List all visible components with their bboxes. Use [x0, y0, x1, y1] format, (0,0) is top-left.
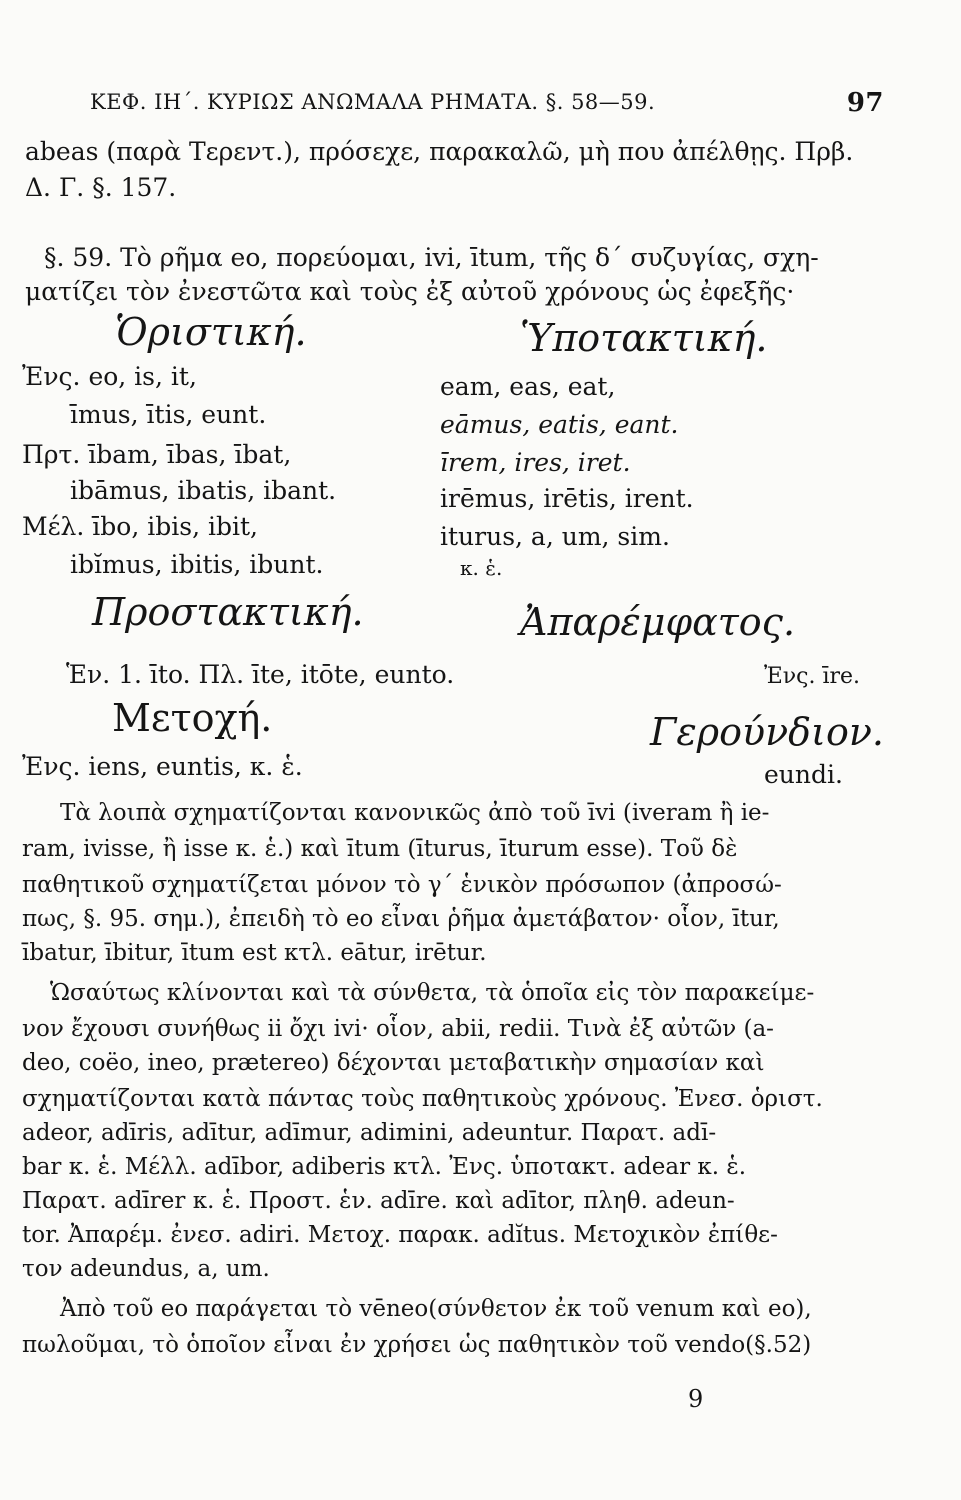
body-line: νον ἔχουσι συνήθως ii ὄχι ivi· οἷον, abii, redii. Τινὰ ἐξ αὐτῶν (a-: [22, 1016, 774, 1042]
tense-label: Μέλ.: [22, 512, 85, 541]
tense-label: Πρτ.: [22, 440, 81, 469]
indicative-row: ibĭmus, ibitis, ibunt.: [70, 550, 324, 579]
body-line: τον adeundus, a, um.: [22, 1256, 270, 1282]
indicative-row: Μέλ. ībo, ibis, ibit,: [22, 512, 258, 541]
participle-heading: Μετοχή.: [112, 696, 273, 740]
subjunctive-row: eāmus, eatis, eant.: [440, 410, 679, 439]
body-line: ram, ivisse, ἢ isse κ. ἑ.) καὶ ītum (īturus, īturum esse). Τοῦ δὲ: [22, 836, 738, 862]
subjunctive-row: κ. ἑ.: [460, 556, 503, 580]
infinitive-heading: Ἀπαρέμφατος.: [520, 600, 796, 644]
subjunctive-heading: Ὑποτακτική.: [520, 316, 768, 360]
page-number: 97: [846, 88, 884, 118]
gerund-heading: Γερούνδιον.: [650, 710, 885, 754]
body-line: Ἀπὸ τοῦ eo παράγεται τὸ vēneo(σύνθετον ἐκ τοῦ venum καὶ eo),: [60, 1296, 812, 1322]
subjunctive-row: īrem, ires, iret.: [440, 448, 631, 477]
body-line: bar κ. ἑ. Μέλλ. adībor, adiberis κτλ. Ἐνς. ὑποτακτ. adear κ. ἑ.: [22, 1154, 747, 1180]
body-line: Τὰ λοιπὰ σχηματίζονται κανονικῶς ἀπὸ τοῦ īvi (iveram ἢ ie-: [60, 800, 770, 826]
intro-line: ματίζει τὸν ἐνεστῶτα καὶ τοὺς ἐξ αὐτοῦ χρόνους ὡς ἐφεξῆς·: [25, 277, 795, 306]
tense-label: Ἐνς.: [22, 362, 81, 391]
subjunctive-row: irēmus, irētis, irent.: [440, 484, 694, 513]
body-line: παθητικοῦ σχηματίζεται μόνον τὸ γ΄ ἑνικὸν πρόσωπον (ἀπροσώ-: [22, 872, 782, 898]
body-line: adeor, adīris, adītur, adīmur, adimini, adeuntur. Παρατ. adī-: [22, 1120, 717, 1146]
indicative-row: Πρτ. ībam, ības, ībat,: [22, 440, 292, 469]
body-line: πωλοῦμαι, τὸ ὁποῖον εἶναι ἐν χρήσει ὡς παθητικὸν τοῦ vendo(§.52): [22, 1332, 812, 1358]
body-line: deo, coëo, ineo, prætereo) δέχονται μεταβατικὴν σημασίαν καὶ: [22, 1050, 765, 1076]
body-line: Παρατ. adīrer κ. ἑ. Προστ. ἑν. adīre. καὶ adītor, πληθ. adeun-: [22, 1188, 735, 1214]
intro-line: §. 59. Τὸ ρῆμα eo, πορεύομαι, ivi, ītum, τῆς δ΄ συζυγίας, σχη-: [44, 243, 819, 272]
indicative-row: Ἐνς. eo, is, it,: [22, 362, 197, 391]
intro-line: abeas (παρὰ Τερεντ.), πρόσεχε, παρακαλῶ, μὴ που ἀπέλθῃς. Πρβ.: [25, 137, 854, 166]
intro-line: Δ. Γ. §. 157.: [25, 173, 177, 202]
body-line: tor. Ἀπαρέμ. ἐνεσ. adiri. Μετοχ. παρακ. adĭtus. Μετοχικὸν ἐπίθε-: [22, 1222, 778, 1248]
running-header: [90, 88, 884, 118]
running-title: ΚΕΦ. ΙΗ΄. ΚΥΡΙΩΣ ΑΝΩΜΑΛΑ ΡΗΜΑΤΑ. §. 58—59.: [90, 90, 656, 114]
indicative-row: īmus, ītis, eunt.: [70, 400, 267, 429]
imperative-line: Ἑν. 1. īto. Πλ. īte, itōte, eunto.: [66, 660, 455, 689]
participle-line: Ἐνς. iens, euntis, κ. ἑ.: [22, 752, 303, 781]
body-line: ībatur, ībitur, ītum est κτλ. eātur, irētur.: [22, 940, 487, 966]
body-line: πως, §. 95. σημ.), ἐπειδὴ τὸ eo εἶναι ῥῆμα ἀμετάβατον· οἷον, ītur,: [22, 906, 780, 932]
imperative-heading: Προστακτική.: [92, 590, 364, 634]
infinitive-line: Ἐνς. īre.: [764, 664, 861, 689]
body-line: Ὡσαύτως κλίνονται καὶ τὰ σύνθετα, τὰ ὁποῖα εἰς τὸν παρακείμε-: [50, 980, 815, 1006]
body-line: σχηματίζονται κατὰ πάντας τοὺς παθητικοὺς χρόνους. Ἐνεσ. ὁριστ.: [22, 1086, 823, 1112]
subjunctive-row: iturus, a, um, sim.: [440, 522, 670, 551]
subjunctive-row: eam, eas, eat,: [440, 372, 616, 401]
indicative-row: ibāmus, ibatis, ibant.: [70, 476, 337, 505]
gerund-line: eundi.: [764, 760, 843, 789]
indicative-heading: Ὁριστική.: [115, 310, 307, 354]
signature-mark: 9: [688, 1385, 704, 1413]
